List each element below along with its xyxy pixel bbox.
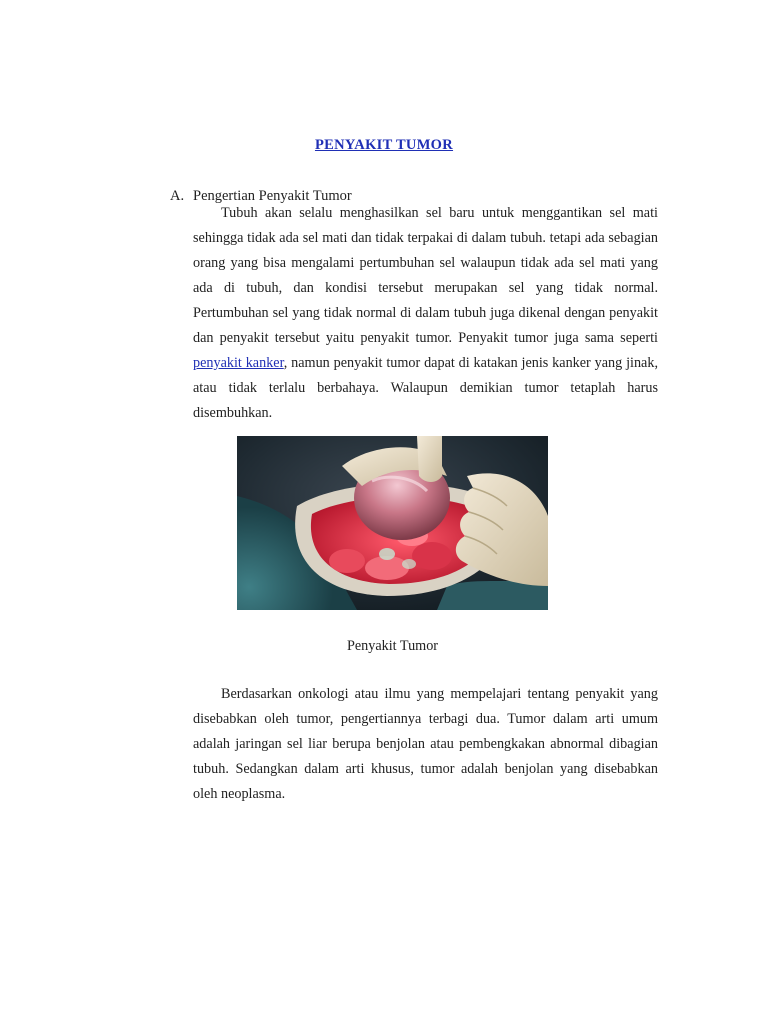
section-heading-text: Pengertian Penyakit Tumor [193, 188, 352, 204]
surgery-photo [237, 436, 548, 610]
paragraph-definition [193, 201, 658, 426]
paragraph1-text-after: , namun penyakit tumor dapat di katakan jenis kanker yang jinak, atau tidak terlalu berbahaya. Walaupun demikian tumor tetaplah harus disembuhkan. [193, 355, 658, 421]
figure-caption: Penyakit Tumor [346, 638, 439, 654]
link-penyakit-kanker[interactable]: penyakit kanker [193, 355, 284, 371]
title-link[interactable]: PENYAKIT TUMOR [314, 137, 454, 153]
paragraph1-text-before: Tubuh akan selalu menghasilkan sel baru untuk menggantikan sel mati sehingga tidak ada sel mati dan tidak terpakai di dalam tubuh. tetapi ada sebagian orang yang bisa mengalami pertumbuhan sel walaupun tidak ada sel mati yang ada di tubuh, dan kondisi tersebut merupakan sel yang tidak normal. Pertumbuhan sel yang tidak normal di dalam tubuh juga dikenal dengan penyakit dan penyakit tersebut yaitu penyakit tumor. Penyakit tumor juga sama seperti [193, 205, 658, 346]
paragraph-oncology: Berdasarkan onkologi atau ilmu yang mempelajari tentang penyakit yang disebabkan oleh tumor, pengertiannya terbagi dua. Tumor dalam arti umum adalah jaringan sel liar berupa benjolan atau pembengkakan abnormal dibagian tubuh. Sedangkan dalam arti khusus, tumor adalah benjolan yang disebabkan oleh neoplasma. [193, 686, 658, 802]
section-marker: A. [170, 188, 185, 204]
page-title [0, 137, 768, 154]
